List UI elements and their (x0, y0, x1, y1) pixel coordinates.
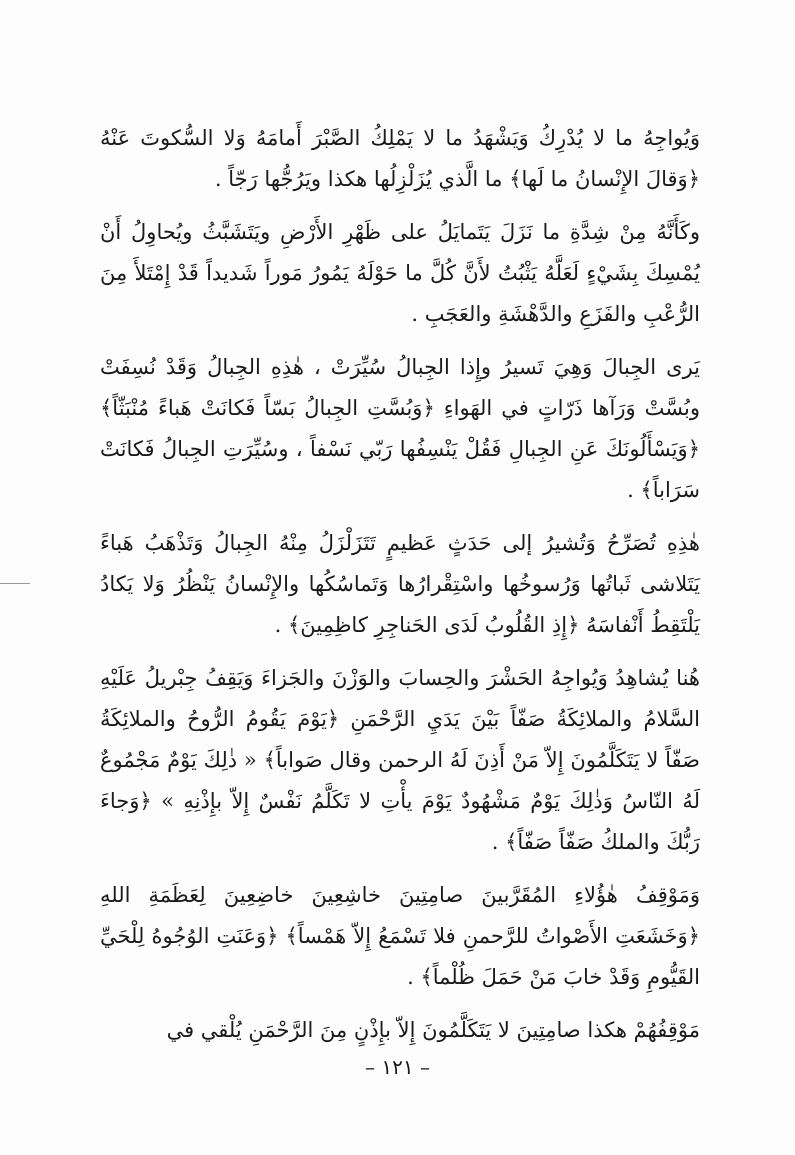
paragraph-1: وَيُواجِهُ ما لا يُدْرِكُ وَيَشْهَدُ ما لا يَمْلِكُ الصَّبْرَ أَمامَهُ وَلا السُّكوتَ عَنْهُ ﴿وَقالَ الإِنْسانُ ما لَها﴾ ما الَّذي يُزَلْزِلُها هكذا ويَرُجُّها رَجّاً . (100, 126, 700, 191)
page-number: – ١٢١ – (365, 1055, 430, 1079)
margin-mark (0, 583, 30, 584)
body-text (100, 118, 700, 1063)
paragraph-5: هُنا يُشاهِدُ وَيُواجِهُ الحَشْرَ والحِسابَ والوَزْنَ والجَزاءَ وَيَقِفُ جِبْريلُ عَلَيْهِ السَّلامُ والملائِكَةُ صَفّاً بَيْنَ يَدَيِ الرَّحْمَنِ ﴿يَوْمَ يَقُومُ الرُّوحُ والملائِكَةُ صَفّاً لا يَتَكَلَّمُونَ إِلاّ مَنْ أَذِنَ لَهُ الرحمن وقال صَواباً﴾ « ذٰلِكَ يَوْمٌ مَجْمُوعٌ لَهُ النّاسُ وَذٰلِكَ يَوْمٌ مَشْهُودٌ يَوْمَ يأْتِ لا تَكَلَّمُ نَفْسٌ إِلاّ بإِذْنِهِ » ﴿وَجاءَ رَبُّكَ والملكُ صَفّاً صَفّاً﴾ . (100, 666, 700, 854)
paragraph-4: هٰذِهِ تُصَرِّحُ وَتُشيرُ إلى حَدَثٍ عَظيمٍ تَتَزَلْزَلُ مِنْهُ الجِبالُ وَتَذْهَبُ هَباءً يَتَلاشى ثَباتُها وَرُسوخُها واسْتِقْرارُها وَتَماسُكُها والإِنْسانُ يَنْظُرُ وَلا يَكادُ يَلْتَقِطُ أَنْفاسَهُ ﴿إِذِ القُلُوبُ لَدَى الحَناجِرِ كاظِمِينَ﴾ . (100, 531, 700, 637)
paragraph-2: وكَأَنَّهُ مِنْ شِدَّةِ ما نَزَلَ يَتَمايَلُ على ظَهْرِ الأَرْضِ ويَتَشَبَّثُ ويُحاوِلُ أَنْ يُمْسِكَ بِشَيْءٍ لَعَلَّهُ يَثْبُتُ لأَنَّ كُلَّ ما حَوْلَهُ يَمُورُ مَوراً شَديداً قَدْ إِمْتَلأَ مِنَ الرُّعْبِ والفَزَعِ والدَّهْشَةِ والعَجَبِ . (100, 220, 700, 326)
paragraph-6: وَمَوْقِفُ هٰؤُلاءِ المُقَرَّبينَ صامِتِينَ خاشِعِينَ خاضِعِينَ لِعَظَمَةِ اللهِ ﴿وَخَشَعَتِ الأَصْواتُ للرَّحمنِ فلا تَسْمَعُ إِلاّ هَمْساً﴾ ﴿وَعَنَتِ الوُجُوهُ لِلْحَيِّ القَيُّومِ وَقَدْ خابَ مَنْ حَمَلَ ظُلْماً﴾ . (100, 883, 700, 989)
paragraph-7: مَوْقِفُهُمْ هكذا صامِتِينَ لا يَتَكَلَّمُونَ إِلاّ بإِذْنٍ مِنَ الرَّحْمَنِ يُلْقي في (166, 1018, 700, 1042)
paragraph-3: يَرى الجِبالَ وَهِيَ تَسيرُ وإِذا الجِبالُ سُيِّرَتْ ، هٰذِهِ الجِبالُ وَقَدْ نُسِفَتْ وبُسَّتْ وَرَآها ذَرّاتٍ في الهَواءِ ﴿وَبُسَّتِ الجِبالُ بَسّاً فَكانَتْ هَباءً مُنْبَثّاً﴾ ﴿وَيَسْأَلُونَكَ عَنِ الجِبالِ فَقُلْ يَنْسِفُها رَبّي نَسْفاً ، وسُيِّرَتِ الجِبالُ فَكانَتْ سَرَاباً﴾ . (100, 355, 700, 502)
